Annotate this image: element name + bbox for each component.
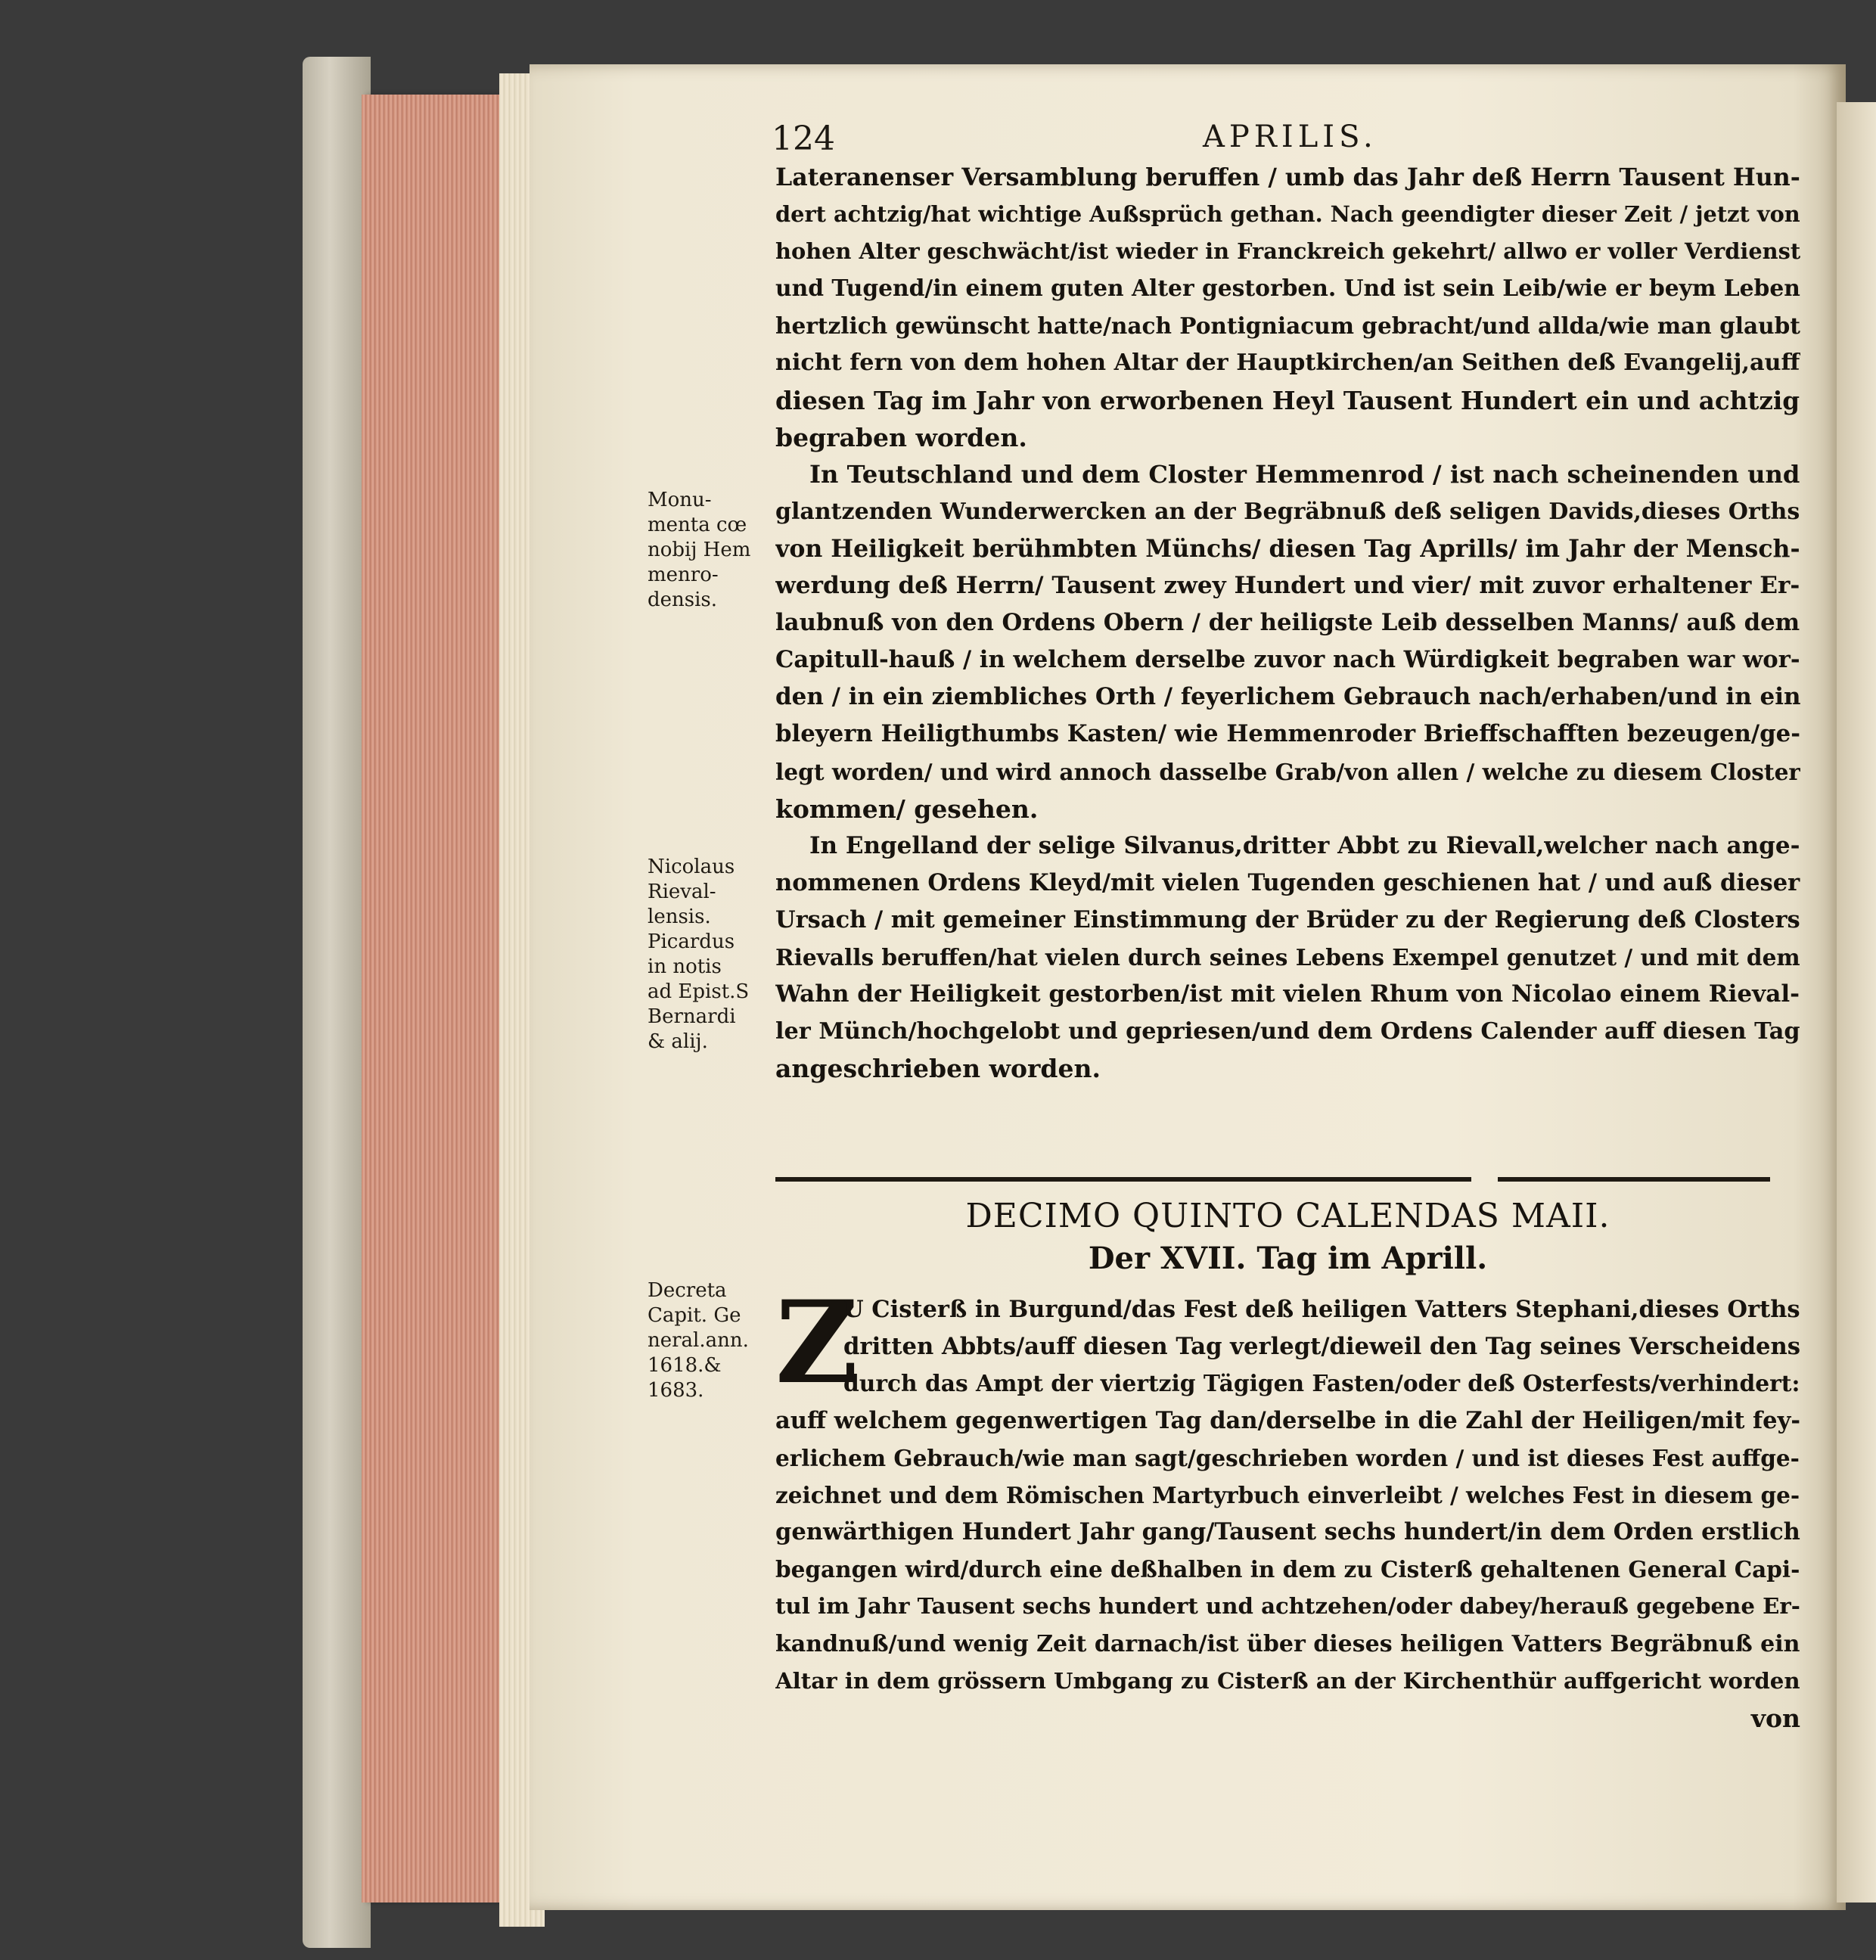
margin-note-line: & alij. bbox=[648, 1030, 708, 1053]
text-line: nicht fern von dem hohen Altar der Hauptkirchen/an Seithen deß Evangelij,auff bbox=[775, 349, 1800, 377]
text-line: nommenen Ordens Kleyd/mit vielen Tugenden geschienen hat / und auß dieser bbox=[775, 868, 1800, 896]
text-line: glantzenden Wunderwercken an der Begräbnuß deß seligen Davids,dieses Orths bbox=[775, 498, 1800, 525]
text-line: bleyern Heiligthumbs Kasten/ wie Hemmenroder Brieffschafften bezeugen/ge- bbox=[775, 720, 1800, 748]
text-line: genwärthigen Hundert Jahr gang/Tausent sechs hundert/in dem Orden erstlich bbox=[775, 1518, 1800, 1546]
text-line: dritten Abbts/auff diesen Tag verlegt/dieweil den Tag seines Verscheidens bbox=[843, 1333, 1800, 1361]
margin-note-decreta bbox=[648, 1278, 769, 1403]
text-line: Lateranenser Versamblung beruffen / umb das Jahr deß Herrn Tausent Hun- bbox=[775, 163, 1800, 191]
catchword: von bbox=[1750, 1703, 1800, 1733]
margin-note-line: 1683. bbox=[648, 1379, 704, 1402]
text-line: Altar in dem grössern Umbgang zu Cisterß an der Kirchenthür auffgericht worden bbox=[775, 1667, 1800, 1694]
text-line: Capitull-hauß / in welchem derselbe zuvor nach Würdigkeit begraben war wor- bbox=[775, 646, 1800, 674]
page-number: 124 bbox=[772, 120, 835, 158]
text-line: legt worden/ und wird annoch dasselbe Grab/von allen / welche zu diesem Closter bbox=[775, 758, 1800, 785]
section-heading-latin: DECIMO QUINTO CALENDAS MAII. bbox=[965, 1197, 1610, 1235]
margin-note-nicolaus bbox=[648, 855, 769, 1055]
text-line: erlichem Gebrauch/wie man sagt/geschrieben worden / und ist dieses Fest auffge- bbox=[775, 1445, 1800, 1472]
text-line: zeichnet und dem Römischen Martyrbuch einverleibt / welches Fest in diesem ge- bbox=[775, 1482, 1800, 1509]
book-cover bbox=[303, 57, 371, 1948]
section-rule bbox=[775, 1177, 1471, 1182]
margin-note-line: Bernardi bbox=[648, 1005, 736, 1028]
margin-note-line: menro- bbox=[648, 564, 719, 586]
body-text-top bbox=[775, 159, 1800, 1087]
drop-cap-initial: Z bbox=[775, 1276, 859, 1409]
text-line: Wahn der Heiligkeit gestorben/ist mit vielen Rhum von Nicolao einem Rieval- bbox=[775, 980, 1800, 1008]
body-text-initial-block bbox=[843, 1291, 1800, 1402]
margin-note-monumenta bbox=[648, 488, 769, 613]
text-line: In Teutschland und dem Closter Hemmenrod / ist nach scheinenden und bbox=[809, 459, 1800, 489]
margin-note-line: nobij Hem bbox=[648, 539, 751, 561]
text-line: den / in ein ziembliches Orth / feyerlichem Gebrauch nach/erhaben/und in ein bbox=[775, 683, 1800, 711]
running-head bbox=[772, 120, 1831, 165]
section-rule bbox=[1498, 1177, 1770, 1182]
text-line: diesen Tag im Jahr von erworbenen Heyl Tausent Hundert ein und achtzig bbox=[775, 385, 1800, 415]
margin-note-line: menta cœ bbox=[648, 514, 747, 536]
margin-note-line: Picardus bbox=[648, 930, 735, 953]
facing-page-edge bbox=[1837, 102, 1876, 1903]
text-line: durch das Ampt der viertzig Tägigen Fasten/oder deß Osterfests/verhindert: bbox=[843, 1371, 1800, 1398]
margin-note-line: Capit. Ge bbox=[648, 1304, 741, 1327]
text-line: und Tugend/in einem guten Alter gestorben. Und ist sein Leib/wie er beym Leben bbox=[775, 275, 1800, 303]
text-line: auff welchem gegenwertigen Tag dan/derselbe in die Zahl der Heiligen/mit fey- bbox=[775, 1407, 1800, 1434]
margin-note-line: densis. bbox=[648, 589, 718, 611]
text-line: In Engelland der selige Silvanus,dritter Abbt zu Rievall,welcher nach ange- bbox=[809, 831, 1800, 859]
running-title: APRILIS. bbox=[1203, 120, 1377, 154]
margin-note-line: Nicolaus bbox=[648, 856, 735, 878]
text-line: werdung deß Herrn/ Tausent zwey Hundert und vier/ mit zuvor erhaltener Er- bbox=[775, 572, 1800, 600]
text-line: ler Münch/hochgelobt und gepriesen/und dem Ordens Calender auff diesen Tag bbox=[775, 1018, 1800, 1045]
text-line: hohen Alter geschwächt/ist wieder in Franckreich gekehrt/ allwo er voller Verdienst bbox=[775, 238, 1800, 265]
margin-note-line: lensis. bbox=[648, 905, 711, 928]
margin-note-line: Decreta bbox=[648, 1279, 727, 1302]
margin-note-line: neral.ann. bbox=[648, 1329, 749, 1352]
page-edges bbox=[362, 95, 513, 1903]
text-line: kommen/ gesehen. bbox=[775, 794, 1039, 824]
text-line: begraben worden. bbox=[775, 422, 1027, 452]
text-line: dert achtzig/hat wichtige Außsprüch gethan. Nach geendigter dieser Zeit / jetzt von bbox=[775, 201, 1800, 228]
text-line: kandnuß/und wenig Zeit darnach/ist über dieses heiligen Vatters Begräbnuß ein bbox=[775, 1630, 1800, 1657]
text-line: tul im Jahr Tausent sechs hundert und achtzehen/oder dabey/herauß gegebene Er- bbox=[775, 1593, 1800, 1620]
margin-note-line: ad Epist.S bbox=[648, 980, 750, 1003]
text-line: Rievalls beruffen/hat vielen durch seines Lebens Exempel genutzet / und mit dem bbox=[775, 943, 1800, 971]
text-line: begangen wird/durch eine deßhalben in dem zu Cisterß gehaltenen General Capi- bbox=[775, 1556, 1800, 1583]
text-line: Ursach / mit gemeiner Einstimmung der Brüder zu der Regierung deß Closters bbox=[775, 905, 1800, 933]
section-heading-german: Der XVII. Tag im Aprill. bbox=[1088, 1241, 1488, 1276]
text-line: hertzlich gewünscht hatte/nach Pontigniacum gebracht/und allda/wie man glaubt bbox=[775, 312, 1800, 340]
margin-note-line: in notis bbox=[648, 955, 722, 978]
body-text-bottom bbox=[775, 1402, 1800, 1737]
margin-note-line: 1618.& bbox=[648, 1354, 722, 1377]
text-line: von Heiligkeit berühmbten Münchs/ diesen Tag Aprills/ im Jahr der Mensch- bbox=[775, 534, 1800, 563]
margin-note-line: Monu- bbox=[648, 489, 712, 511]
text-line: laubnuß von den Ordens Obern / der heiligste Leib desselben Manns/ auß dem bbox=[775, 609, 1800, 637]
text-line: angeschrieben worden. bbox=[775, 1054, 1101, 1084]
text-line: U Cisterß in Burgund/das Fest deß heiligen Vatters Stephani,dieses Orths bbox=[843, 1296, 1800, 1323]
margin-note-line: Rieval- bbox=[648, 881, 716, 903]
